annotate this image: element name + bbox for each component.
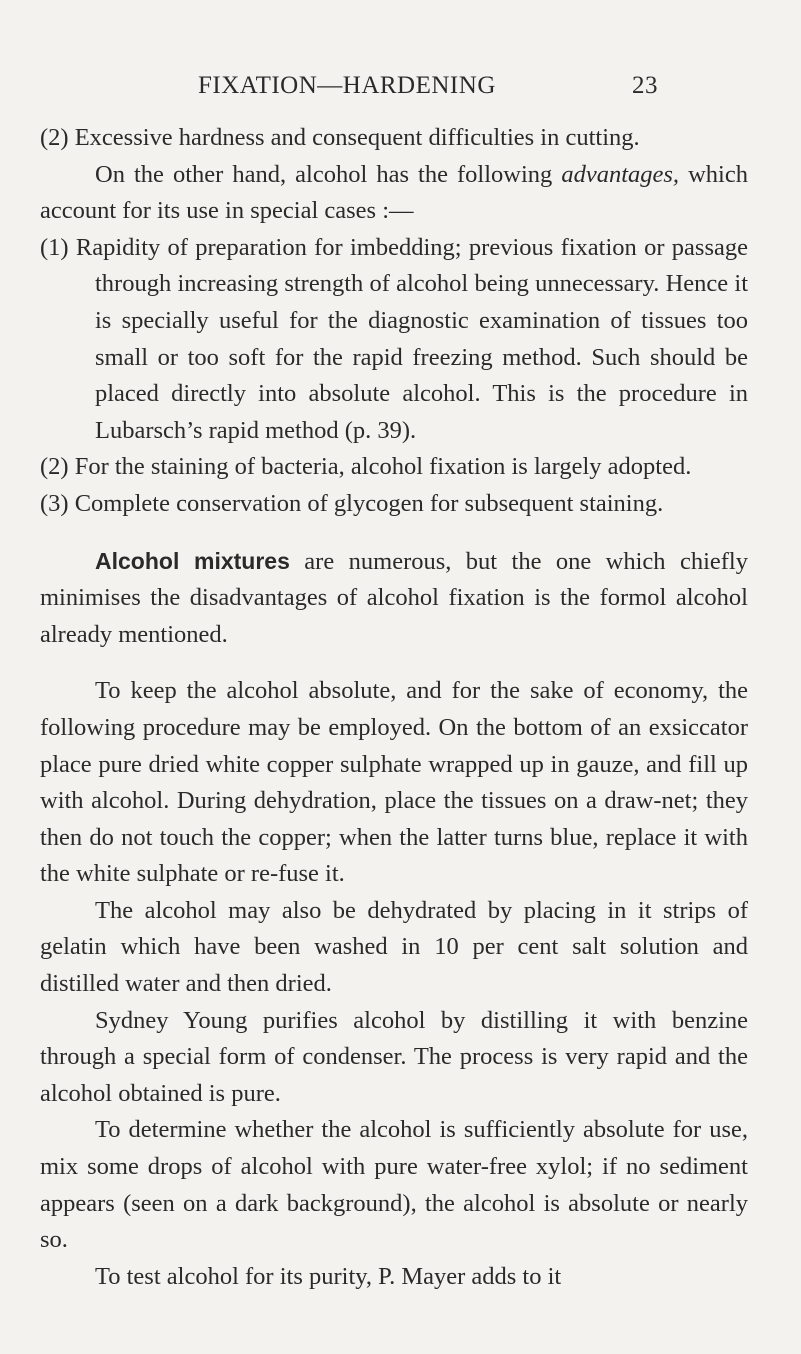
paragraph-keep-absolute: To keep the alcohol absolute, and for the sake of economy, the following procedure may be employed. On the bottom of an exsiccator place pure dried white copper sulphate wrapped up in gauze, and fill up with alcohol. During dehydration, place the tissues on a draw-net; they then do not touch the copper; when the latter turns blue, replace it with the white sulphate or re-fuse it. (40, 677, 748, 888)
text-run: which account for its use in special cases :— (40, 160, 748, 225)
text-run: are numerous, but the one which chiefly minimises the disadvantages of alcohol fixation is the formol alcohol already mentioned. (40, 547, 748, 648)
list-item-advantage-3: (3) Complete conservation of glycogen for subsequent staining. (40, 489, 664, 517)
paragraph-test-purity: To test alcohol for its purity, P. Mayer adds to it (95, 1262, 562, 1290)
paragraph-gelatin: The alcohol may also be dehydrated by placing in it strips of gelatin which have been washed in 10 per cent salt solution and distilled water and then dried. (40, 896, 748, 998)
list-item-advantage-2: (2) For the staining of bacteria, alcohol fixation is largely adopted. (40, 453, 692, 481)
paragraph-advantages-intro (40, 157, 748, 230)
page-body (40, 120, 748, 1295)
text-run: On the other hand, alcohol has the following (95, 160, 562, 188)
list-item-disadvantage-2: (2) Excessive hardness and consequent difficulties in cutting. (40, 124, 640, 151)
running-title: FIXATION—HARDENING (198, 72, 496, 99)
emphasis-advantages: advantages, (561, 160, 680, 188)
list-item-advantage-1: (1) Rapidity of preparation for imbedding; previous fixation or passage through increasing strength of alcohol being unnecessary. Hence it is specially useful for the diagnostic examination of tissues too small or too soft for the rapid freezing method. Such should be placed directly into absolute alcohol. This is the procedure in Lubarsch’s rapid method (p. 39). (40, 233, 748, 444)
paragraph-test-absolute: To determine whether the alcohol is sufficiently absolute for use, mix some drops of alcohol with pure water-free xylol; if no sediment appears (seen on a dark background), the alcohol is absolute or nearly so. (40, 1116, 748, 1254)
section-heading-alcohol-mixtures: Alcohol mixtures (95, 547, 290, 574)
paragraph-alcohol-mixtures (40, 543, 748, 654)
page-number: 23 (632, 72, 658, 99)
paragraph-sydney-young: Sydney Young purifies alcohol by distilling it with benzine through a special form of condenser. The process is very rapid and the alcohol obtained is pure. (40, 1006, 748, 1107)
